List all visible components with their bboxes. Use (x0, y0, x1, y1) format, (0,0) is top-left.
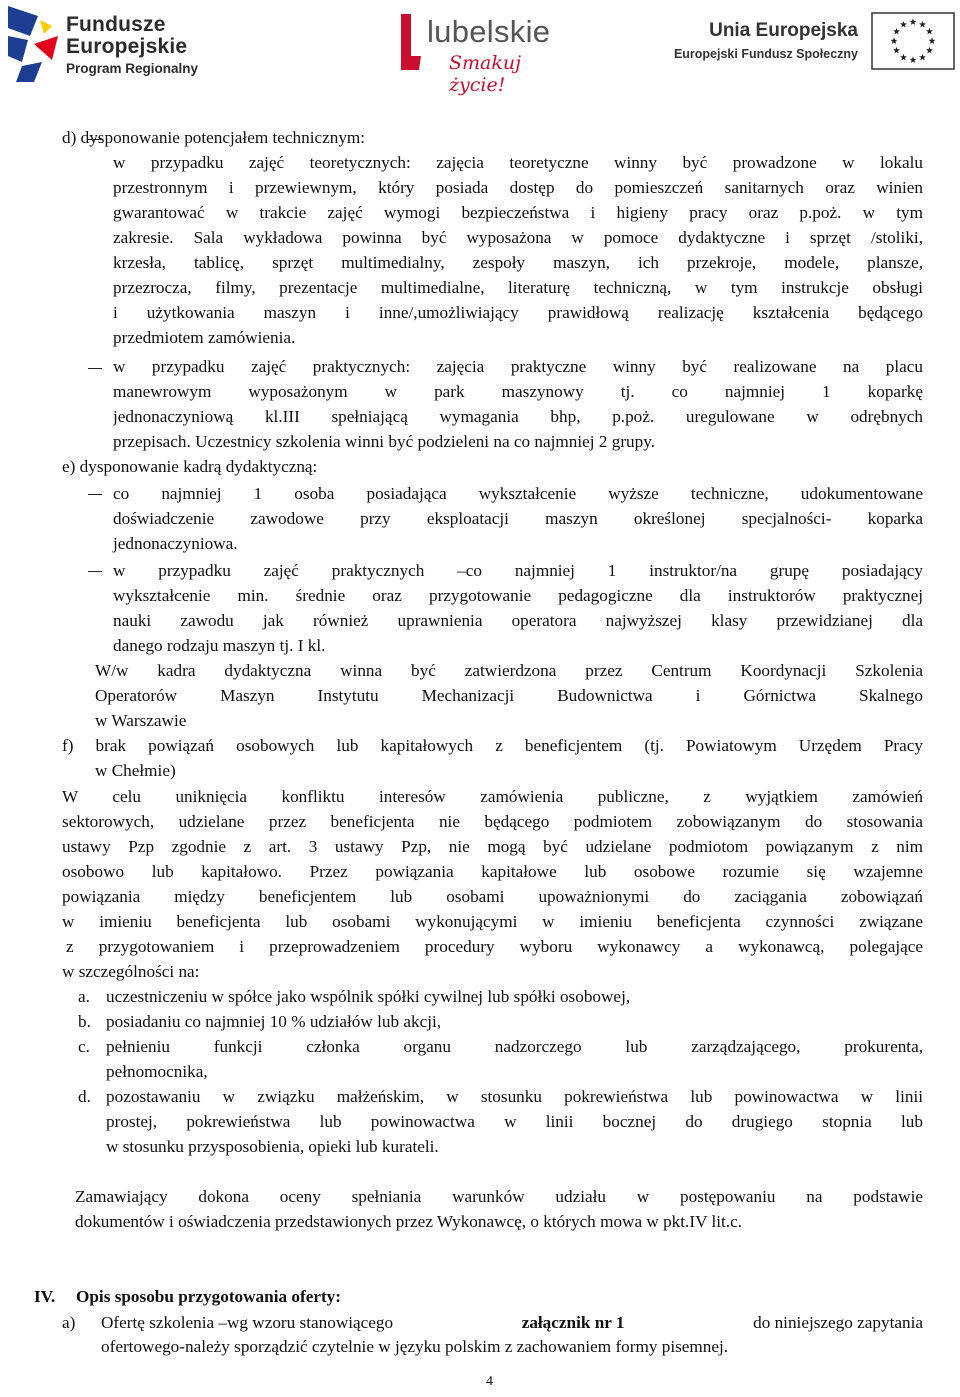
e1-line: doświadczenie zawodowe przy eksploatacji maszyn określonej specjalności- koparka (113, 509, 923, 528)
d1-line: i użytkowania maszyn i inne/,umożliwiający prawidłową realizację kształcenia będącego (113, 303, 923, 322)
ww-line: w Warszawie (95, 711, 187, 730)
e1-line: jednonaczyniowa. (113, 534, 238, 553)
iv-a-line1 (101, 1311, 923, 1335)
d1-line: w przypadku zajęć teoretycznych: zajęcia teoretyczne winny być prowadzone w lokalu (113, 153, 923, 172)
unia-europejska-logo (673, 12, 958, 74)
fe-star-icon (8, 6, 58, 82)
conflict-line: osobowo lub kapitałowo. Przez powiązania kapitałowe lub osobowe rozumie się wzajemne (62, 862, 923, 881)
list-marker: a. (78, 987, 90, 1006)
d1-line: przedmiotem zamówienia. (113, 328, 296, 347)
page-number: 4 (486, 1374, 493, 1389)
list-marker: c. (78, 1037, 90, 1056)
d1-line: zakresie. Sala wykładowa powinna być wyposażona w pomoce dydaktyczne i sprzęt /stoliki, (113, 228, 923, 247)
section-e-heading: e) dysponowanie kadrą dydaktyczną: (62, 457, 318, 476)
dash-bullet-icon (88, 571, 102, 572)
list-item-line: w stosunku przysposobienia, opieki lub kurateli. (106, 1137, 439, 1156)
d2-line: przepisach. Uczestnicy szkolenia winni być podzieleni na co najmniej 2 grupy. (113, 432, 656, 451)
conflict-line: z przygotowaniem i przeprowadzeniem procedury wyboru wykonawcy a wykonawcą, polegające (66, 937, 923, 956)
list-item-line: pełnomocnika, (106, 1062, 208, 1081)
e1-line: co najmniej 1 osoba posiadająca wykształcenie wyższe techniczne, udokumentowane (113, 484, 923, 503)
d2-line: jednonaczyniową kl.III spełniającą wymagania bhp, p.poż. uregulowane w odrębnych (113, 407, 923, 426)
conflict-line: w imieniu beneficjenta lub osobami wykonującymi w imieniu beneficjenta czynności związane (62, 912, 923, 931)
ue-logo-line1: Unia Europejska (709, 20, 858, 41)
conflict-line: ustawy Pzp zgodnie z art. 3 ustawy Pzp, nie mogą być udzielane podmiotom powiązanym z nim (62, 837, 923, 856)
iv-a-line2: ofertowego-należy sporządzić czytelnie w języku polskim z zachowaniem formy pisemnej. (101, 1337, 729, 1356)
e2-line: wykształcenie min. średnie oraz przygotowanie pedagogiczne dla instruktorów praktycznej (113, 586, 923, 605)
section-f-line: f) brak powiązań osobowych lub kapitałowych z beneficjentem (tj. Powiatowym Urzędem Pracy (62, 736, 923, 755)
list-marker: d. (78, 1087, 91, 1106)
fundusze-europejskie-logo (8, 6, 213, 82)
lubelskie-logo-slogan: Smakuj życie! (449, 52, 522, 96)
section-d-heading: d) dysponowanie potencjałem technicznym: (62, 128, 366, 147)
d1-line: przezrocza, filmy, prezentacje multimedialne, literaturę techniczną, w tym instrukcje obsługi (113, 278, 923, 297)
header-logos (0, 0, 960, 96)
conflict-line: W celu uniknięcia konfliktu interesów zamówienia publiczne, z wyjątkiem zamówień (62, 787, 923, 806)
d1-line: gwarantować w trakcie zajęć wymogi bezpieczeństwa i higieny pracy oraz p.poż. w tym (113, 203, 923, 222)
e2-line: w przypadku zajęć praktycznych –co najmniej 1 instruktor/na grupę posiadający (113, 561, 923, 580)
lubelskie-logo (397, 8, 567, 96)
section-f-line: w Chełmie) (95, 761, 176, 780)
d1-line: przestronnym i przewiewnym, który posiada dostęp do pomieszczeń sanitarnych oraz winien (113, 178, 923, 197)
list-marker: b. (78, 1012, 91, 1031)
d2-line: manewrowym wyposażonym w park maszynowy tj. co najmniej 1 koparkę (113, 382, 923, 401)
fe-logo-line3: Program Regionalny (66, 61, 199, 76)
iv-a-marker: a) (62, 1313, 76, 1332)
list-item-line: uczestniczeniu w spółce jako wspólnik spółki cywilnej lub spółki osobowej, (106, 987, 631, 1006)
list-item-line: pozostawaniu w związku małżeńskim, w stosunku pokrewieństwa lub powinowactwa w linii (106, 1087, 923, 1106)
list-item-line: posiadaniu co najmniej 10 % udziałów lub akcji, (106, 1012, 442, 1031)
assessment-line: Zamawiający dokona oceny spełniania warunków udziału w postępowaniu na podstawie (75, 1187, 923, 1206)
e2-line: nauki zawodu jak również uprawnienia operatora najwyższej klasy przewidzianej dla (113, 611, 923, 630)
assessment-line: dokumentów i oświadczenia przedstawionych przez Wykonawcę, o których mowa w pkt.IV lit.c. (75, 1212, 743, 1231)
dash-bullet-icon (88, 494, 102, 495)
list-item-line: pełnieniu funkcji członka organu nadzorczego lub zarządzającego, prokurenta, (106, 1037, 923, 1056)
conflict-line: sektorowych, udzielane przez beneficjenta nie będącego podmiotem zobowiązanym do stosowania (62, 812, 923, 831)
section-iv-number: IV. (34, 1287, 56, 1306)
iv-a-line1-bold: załącznik nr 1 (521, 1313, 625, 1332)
e2-line: danego rodzaju maszyn tj. I kl. (113, 636, 326, 655)
ww-line: Operatorów Maszyn Instytutu Mechanizacji Budownictwa i Górnictwa Skalnego (95, 686, 923, 705)
list-item-line: prostej, pokrewieństwa lub powinowactwa w linii bocznej do drugiego stopnia lub (106, 1112, 923, 1131)
iv-a-line1-after: do niniejszego zapytania (753, 1313, 923, 1332)
fe-logo-line2: Europejskie (66, 35, 188, 58)
dash-bullet-icon (88, 368, 102, 369)
conflict-line: powiązania między beneficjentem lub osobami upoważnionymi do zaciągania zobowiązań (62, 887, 923, 906)
conflict-line: w szczególności na: (62, 962, 200, 981)
fe-logo-line1: Fundusze (66, 13, 166, 36)
lubelskie-mark-icon (397, 12, 423, 72)
dash-bullet-icon (88, 139, 102, 140)
ww-line: W/w kadra dydaktyczna winna być zatwierdzona przez Centrum Koordynacji Szkolenia (95, 661, 923, 680)
d1-line: krzesła, tablicę, sprzęt multimedialny, zespoły maszyn, ich przekroje, modele, plansze, (113, 253, 923, 272)
section-iv-title: Opis sposobu przygotowania oferty: (76, 1287, 341, 1306)
iv-a-line1-before: Ofertę szkolenia –wg wzoru stanowiącego (101, 1313, 394, 1332)
d2-line: w przypadku zajęć praktycznych: zajęcia praktyczne winny być realizowane na placu (113, 357, 923, 376)
ue-logo-line2: Europejski Fundusz Społeczny (673, 47, 858, 61)
eu-flag-icon (871, 12, 955, 70)
lubelskie-logo-name: lubelskie (427, 14, 551, 49)
